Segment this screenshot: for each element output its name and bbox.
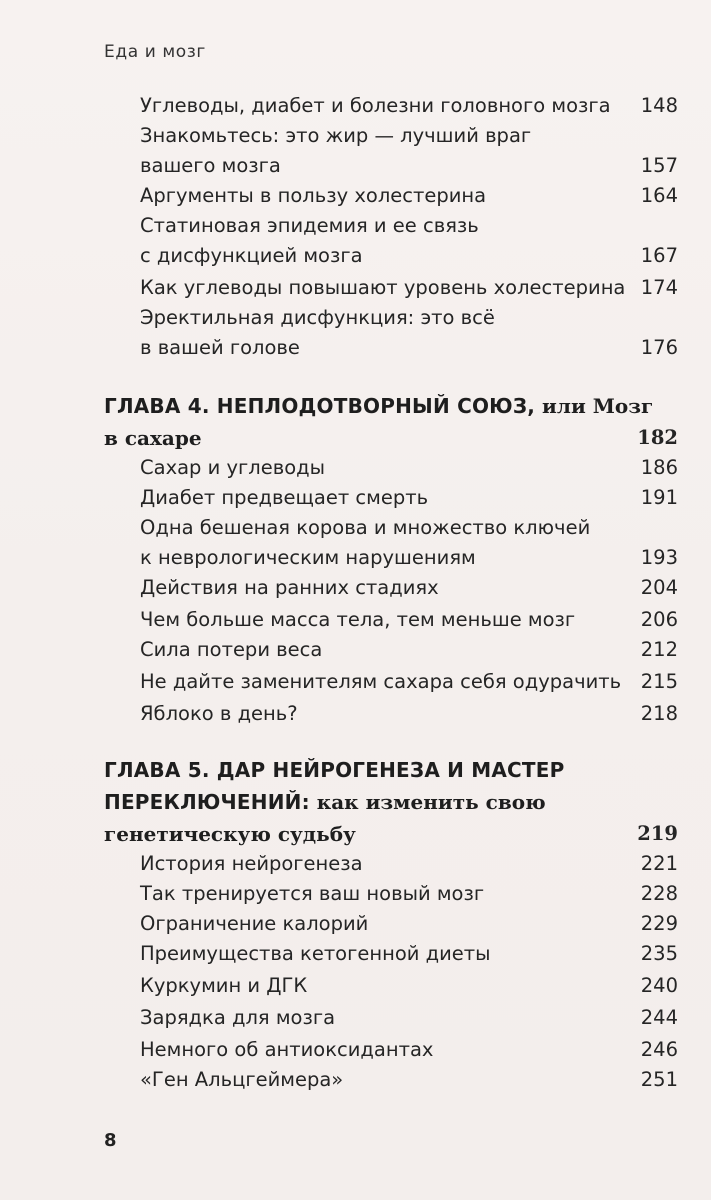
toc-entry: История нейрогенеза — [140, 852, 363, 875]
toc-page-number: 215 — [640, 670, 678, 693]
toc-entry: Куркумин и ДГК — [140, 974, 308, 997]
chapter-5-heading-line2 — [104, 792, 546, 812]
toc-page-number: 167 — [640, 244, 678, 267]
toc-entry: Сахар и углеводы — [140, 456, 326, 479]
toc-entry: Статиновая эпидемия и ее связь — [140, 214, 479, 237]
toc-entry: Углеводы, диабет и болезни головного мозга — [140, 94, 611, 117]
toc-entry: Чем больше масса тела, тем меньше мозг — [140, 608, 576, 631]
toc-entry: к неврологическим нарушениям — [140, 546, 476, 569]
toc-page-number: 193 — [640, 546, 678, 569]
toc-page-number: 186 — [640, 456, 678, 479]
chapter-4-heading — [104, 396, 653, 416]
toc-page-number: 206 — [640, 608, 678, 631]
toc-page-number: 212 — [640, 638, 678, 661]
toc-entry: Немного об антиоксидантах — [140, 1038, 434, 1061]
chapter-5-heading — [104, 760, 565, 780]
toc-page-number: 164 — [640, 184, 678, 207]
toc-entry: Аргументы в пользу холестерина — [140, 184, 487, 207]
toc-entry: Ограничение калорий — [140, 912, 369, 935]
toc-page-number: 240 — [640, 974, 678, 997]
chapter-5-title-rest: как изменить свою — [309, 790, 546, 814]
toc-entry: Яблоко в день? — [140, 702, 298, 725]
chapter-4-title-caps: ГЛАВА 4. НЕПЛОДОТВОРНЫЙ СОЮЗ, — [104, 394, 536, 418]
chapter-5-heading-line3: генетическую судьбу — [104, 822, 356, 846]
toc-page-number: 229 — [640, 912, 678, 935]
toc-entry: Одна бешеная корова и множество ключей — [140, 516, 591, 539]
toc-entry: Не дайте заменителям сахара себя одурачить — [140, 670, 622, 693]
toc-entry: Преимущества кетогенной диеты — [140, 942, 491, 965]
toc-entry: Эректильная дисфункция: это всё — [140, 306, 495, 329]
toc-entry: вашего мозга — [140, 154, 281, 177]
toc-entry: «Ген Альцгеймера» — [140, 1068, 344, 1091]
toc-page-number: 174 — [640, 276, 678, 299]
toc-entry: в вашей голове — [140, 336, 300, 359]
chapter-4-page-number: 182 — [637, 426, 678, 449]
chapter-5-page-number: 219 — [637, 822, 678, 845]
toc-page-number: 246 — [640, 1038, 678, 1061]
toc-page-number: 228 — [640, 882, 678, 905]
toc-page-number: 176 — [640, 336, 678, 359]
toc-page-number: 244 — [640, 1006, 678, 1029]
chapter-4-heading-line2: в сахаре — [104, 426, 202, 450]
toc-entry: Зарядка для мозга — [140, 1006, 336, 1029]
running-head: Еда и мозг — [104, 42, 206, 62]
page-number-footer: 8 — [104, 1130, 117, 1151]
toc-entry: Сила потери веса — [140, 638, 323, 661]
toc-page-number: 148 — [640, 94, 678, 117]
toc-page-number: 157 — [640, 154, 678, 177]
chapter-4-title-rest: или Мозг — [535, 394, 654, 418]
chapter-5-title-line1: ГЛАВА 5. ДАР НЕЙРОГЕНЕЗА И МАСТЕР — [104, 758, 565, 782]
toc-entry: Действия на ранних стадиях — [140, 576, 439, 599]
toc-entry: с дисфункцией мозга — [140, 244, 363, 267]
toc-entry: Знакомьтесь: это жир — лучший враг — [140, 124, 532, 147]
toc-entry: Так тренируется ваш новый мозг — [140, 882, 485, 905]
toc-page-number: 251 — [640, 1068, 678, 1091]
toc-page-number: 221 — [640, 852, 678, 875]
toc-entry: Как углеводы повышают уровень холестерина — [140, 276, 626, 299]
toc-page-number: 204 — [640, 576, 678, 599]
toc-page-number: 235 — [640, 942, 678, 965]
toc-entry: Диабет предвещает смерть — [140, 486, 429, 509]
chapter-5-title-caps: ПЕРЕКЛЮЧЕНИЙ: — [104, 790, 310, 814]
toc-page-number: 218 — [640, 702, 678, 725]
toc-page-number: 191 — [640, 486, 678, 509]
